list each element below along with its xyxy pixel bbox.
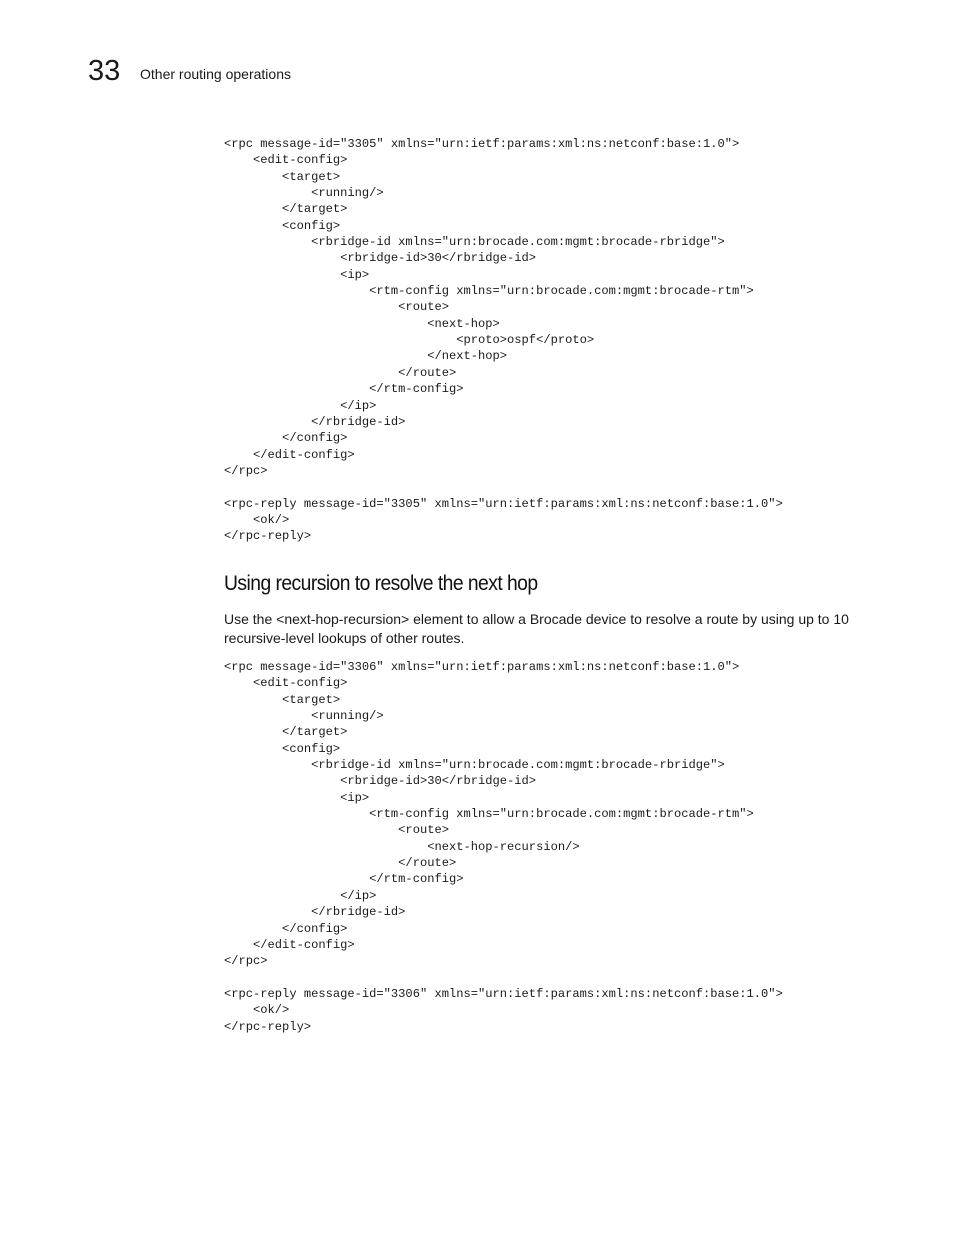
code-example-netconf-next-hop-recursion: <rpc message-id="3306" xmlns="urn:ietf:params:xml:ns:netconf:base:1.0"> <edit-config> <target> <running/> </target> <config> <rbridge-id xmlns="urn:brocade.com:mgmt:brocade-rbridge"> <rbridge-id>30</rbridge-id> <ip> <rtm-config xmlns="urn:brocade.com:mgmt:brocade-rtm"> <route> <next-hop-recursion/> </route> </rtm-config> </ip> </rbridge-id> </config> </edit-config> </rpc> <rpc-reply message-id="3306" xmlns="urn:ietf:params:xml:ns:netconf:base:1.0"> <ok/> </rpc-reply> <box>224 660 783 1034</box>
chapter-number: 33 <box>88 55 121 87</box>
section-heading: Using recursion to resolve the next hop <box>224 572 538 595</box>
section-paragraph: Use the <next-hop-recursion> element to allow a Brocade device to resolve a route by using up to 10 recursive-level lookups of other routes. <box>224 611 849 646</box>
code-example-netconf-next-hop-proto: <rpc message-id="3305" xmlns="urn:ietf:params:xml:ns:netconf:base:1.0"> <edit-config> <target> <running/> </target> <config> <rbridge-id xmlns="urn:brocade.com:mgmt:brocade-rbridge"> <rbridge-id>30</rbridge-id> <ip> <rtm-config xmlns="urn:brocade.com:mgmt:brocade-rtm"> <route> <next-hop> <proto>ospf</proto> </next-hop> </route> </rtm-config> </ip> </rbridge-id> </config> </edit-config> </rpc> <rpc-reply message-id="3305" xmlns="urn:ietf:params:xml:ns:netconf:base:1.0"> <ok/> </rpc-reply> <box>224 137 783 544</box>
chapter-title: Other routing operations <box>140 66 291 82</box>
